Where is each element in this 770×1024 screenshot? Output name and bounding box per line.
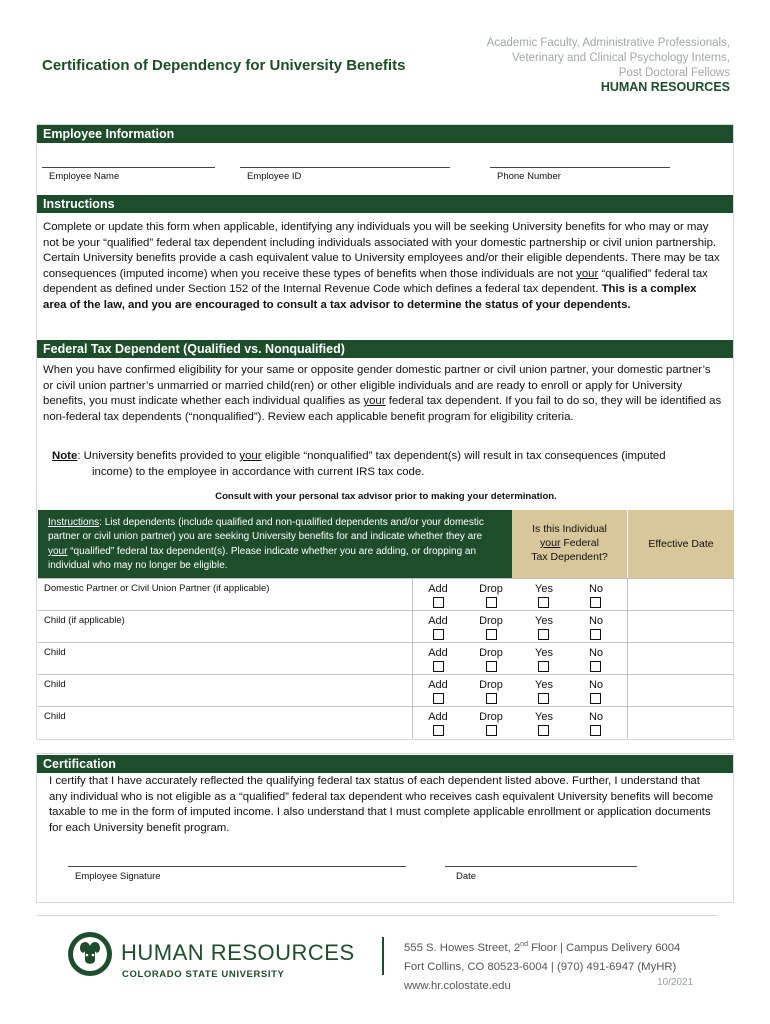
drop-checkbox[interactable] xyxy=(486,629,497,640)
logo-title: HUMAN RESOURCES xyxy=(121,940,355,965)
dependent-row xyxy=(38,610,734,642)
dependent-row-label: Domestic Partner or Civil Union Partner (if applicable) xyxy=(44,583,270,594)
yes-label: Yes xyxy=(535,711,553,723)
drop-label: Drop xyxy=(479,679,503,691)
footer-address: 555 S. Howes Street, 2nd Floor | Campus Delivery 6004 Fort Collins, CO 80523-6004 | (970) 491-6947 (MyHR) www.hr.colostate.edu xyxy=(404,935,680,996)
add-checkbox[interactable] xyxy=(433,629,444,640)
phone-number-line[interactable] xyxy=(490,167,670,168)
logo-subtitle: COLORADO STATE UNIVERSITY xyxy=(122,969,285,980)
employee-name-label: Employee Name xyxy=(49,171,120,182)
employee-id-line[interactable] xyxy=(240,167,450,168)
add-checkbox[interactable] xyxy=(433,597,444,608)
date-line[interactable] xyxy=(445,866,637,867)
drop-label: Drop xyxy=(479,711,503,723)
instructions-heading: Instructions xyxy=(37,195,733,213)
effective-date-header: Effective Date xyxy=(628,510,734,578)
add-label: Add xyxy=(428,647,448,659)
table-instructions: Instructions: List dependents (include qualified and non-qualified dependents and/or your domestic partner or civil union partner) you are seeking University benefits for and indicate whether they are your “qualified” federal tax dependent(s). Please indicate whether you are adding, or dropping an individual who may no longer be eligible. xyxy=(38,510,512,578)
audience-text: Academic Faculty, Administrative Professionals, Veterinary and Clinical Psychology Interns, Post Doctoral Fellows xyxy=(486,37,730,79)
signature-label: Employee Signature xyxy=(75,871,161,882)
federal-tax-heading: Federal Tax Dependent (Qualified vs. Nonqualified) xyxy=(37,340,733,358)
no-label: No xyxy=(588,679,604,691)
add-checkbox[interactable] xyxy=(433,693,444,704)
yes-checkbox[interactable] xyxy=(538,725,549,736)
phone-number-label: Phone Number xyxy=(497,171,561,182)
footer-divider xyxy=(36,915,718,916)
drop-checkbox[interactable] xyxy=(486,725,497,736)
revision-date: 10/2021 xyxy=(657,977,694,988)
tax-dependent-header: Is this Individual your Federal Tax Dependent? xyxy=(512,510,627,578)
no-label: No xyxy=(588,647,604,659)
website-link[interactable]: www.hr.colostate.edu xyxy=(404,979,511,992)
no-checkbox[interactable] xyxy=(590,629,601,640)
employee-name-line[interactable] xyxy=(42,167,215,168)
dependent-row-label: Child (if applicable) xyxy=(44,615,125,626)
drop-label: Drop xyxy=(479,647,503,659)
add-label: Add xyxy=(428,583,448,595)
consult-advisor-text: Consult with your personal tax advisor prior to making your determination. xyxy=(215,491,557,502)
drop-label: Drop xyxy=(479,583,503,595)
dependent-row xyxy=(38,674,734,706)
dependent-row xyxy=(38,578,734,610)
footer-vertical-bar xyxy=(382,937,384,975)
dependent-row xyxy=(38,706,734,738)
add-label: Add xyxy=(428,679,448,691)
department-label: HUMAN RESOURCES xyxy=(600,80,730,94)
document-title: Certification of Dependency for University Benefits xyxy=(42,57,406,74)
yes-label: Yes xyxy=(535,647,553,659)
yes-label: Yes xyxy=(535,583,553,595)
yes-checkbox[interactable] xyxy=(538,661,549,672)
add-checkbox[interactable] xyxy=(433,725,444,736)
signature-line[interactable] xyxy=(68,866,406,867)
dependent-row xyxy=(38,642,734,674)
federal-tax-note: Note: University benefits provided to your eligible “nonqualified” tax dependent(s) will result in tax consequences (imputed income) to the employee in accordance with current IRS tax code. xyxy=(52,450,666,478)
no-label: No xyxy=(588,583,604,595)
yes-label: Yes xyxy=(535,615,553,627)
drop-label: Drop xyxy=(479,615,503,627)
drop-checkbox[interactable] xyxy=(486,661,497,672)
yes-label: Yes xyxy=(535,679,553,691)
add-label: Add xyxy=(428,615,448,627)
yes-checkbox[interactable] xyxy=(538,597,549,608)
certification-heading: Certification xyxy=(37,755,733,773)
ram-logo-icon xyxy=(66,930,114,978)
employee-id-label: Employee ID xyxy=(247,171,302,182)
add-checkbox[interactable] xyxy=(433,661,444,672)
date-label: Date xyxy=(456,871,477,882)
no-checkbox[interactable] xyxy=(590,725,601,736)
no-label: No xyxy=(588,711,604,723)
employee-info-heading: Employee Information xyxy=(37,125,733,143)
yes-checkbox[interactable] xyxy=(538,693,549,704)
yes-checkbox[interactable] xyxy=(538,629,549,640)
federal-tax-paragraph: When you have confirmed eligibility for your same or opposite gender domestic partner or civil union partner, your domestic partner’s or civil union partner’s unmarried or married child(ren) or other eligible individuals and are ready to enroll or apply for University benefits, you must indicate whether each individual qualifies as your federal tax dependent. If you fail to do so, they will be identified as non-federal tax dependents (“nonqualified”). Review each applicable benefit program for eligibility criteria. xyxy=(43,364,722,423)
no-checkbox[interactable] xyxy=(590,693,601,704)
instructions-paragraph: Complete or update this form when applicable, identifying any individuals you will be seeking University benefits for who may or may not be your “qualified” federal tax dependent including individuals associated with your domestic partnership or civil union partnership. Certain University benefits provide a cash equivalent value to University employees and/or their eligible dependents. There may be tax consequences (imputed income) when you receive these types of benefits when those individuals are not your “qualified” federal tax dependent as defined under Section 152 of the Internal Revenue Code which defines a federal tax dependent. This is a complex area of the law, and you are encouraged to consult a tax advisor to determine the status of your dependents. xyxy=(43,221,720,311)
drop-checkbox[interactable] xyxy=(486,597,497,608)
dependent-row-label: Child xyxy=(44,647,66,658)
add-label: Add xyxy=(428,711,448,723)
dependent-row-label: Child xyxy=(44,679,66,690)
no-checkbox[interactable] xyxy=(590,597,601,608)
drop-checkbox[interactable] xyxy=(486,693,497,704)
dependent-row-label: Child xyxy=(44,711,66,722)
no-checkbox[interactable] xyxy=(590,661,601,672)
no-label: No xyxy=(588,615,604,627)
certification-text: I certify that I have accurately reflected the qualifying federal tax status of each dependent listed above. Further, I understand that any individual who is not eligible as a “qualified” federal tax dependent who receives cash equivalent University benefits will become taxable to me in the form of imputed income. I also understand that I must complete applicable enrollment or application documents for each University benefit program. xyxy=(49,775,714,834)
